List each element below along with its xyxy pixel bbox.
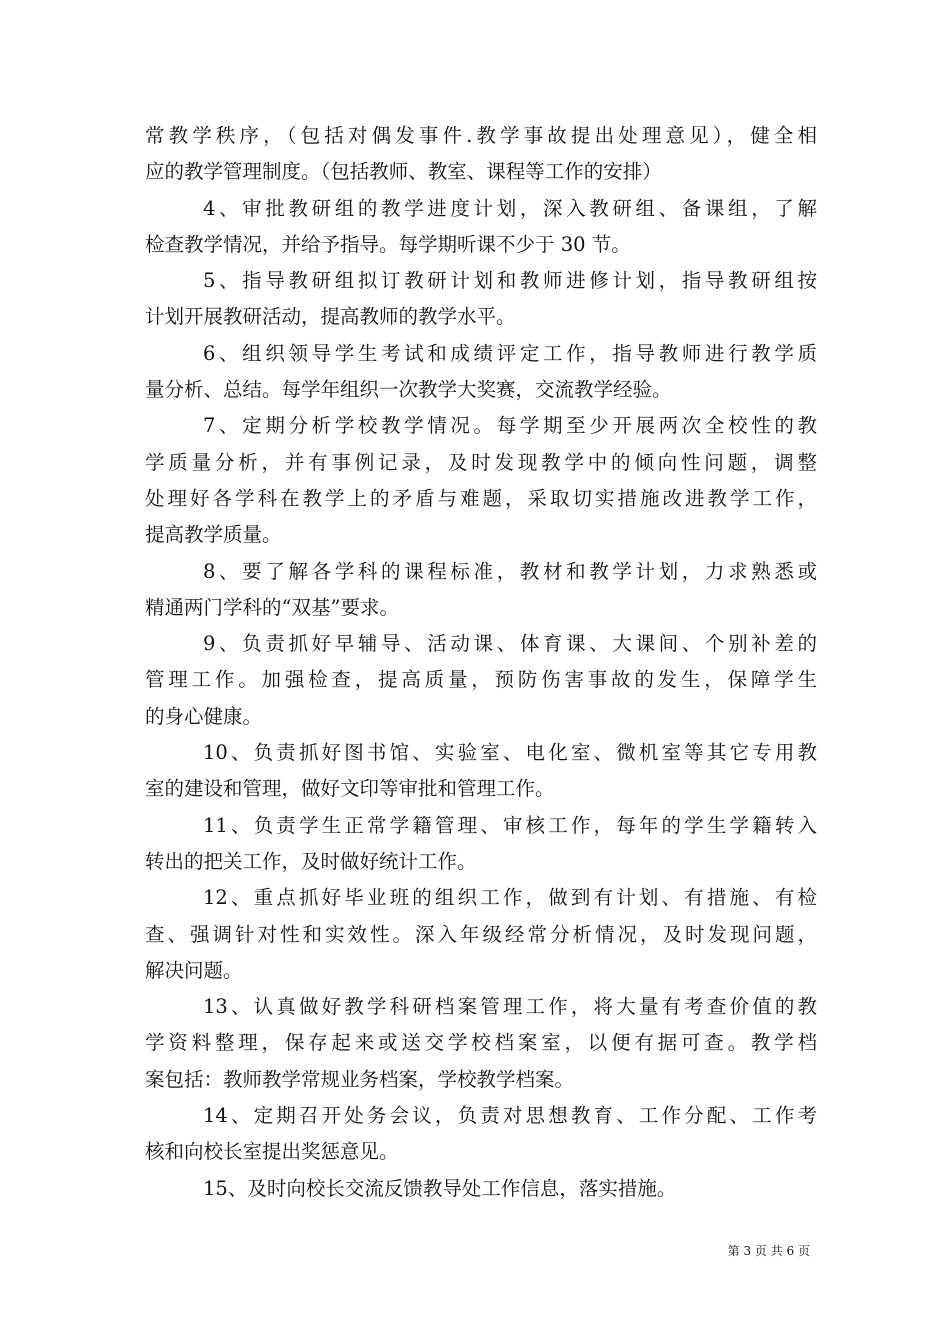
text-line: 学质量分析，并有事例记录，及时发现教学中的倾向性问题，调整	[145, 450, 817, 474]
text-line: 常教学秩序，（包括对偶发事件.教学事故提出处理意见），健全相	[145, 124, 817, 147]
text-line: 14、定期召开处务会议，负责对思想教育、工作分配、工作考	[203, 1104, 817, 1128]
text-line: 8、要了解各学科的课程标准，教材和教学计划，力求熟悉或	[203, 559, 817, 583]
text-line: 室的建设和管理，做好文印等审批和管理工作。	[145, 777, 555, 801]
text-line: 处理好各学科在教学上的矛盾与难题，采取切实措施改进教学工作，	[145, 486, 817, 510]
text-line: 量分析、总结。每学年组织一次教学大奖赛，交流教学经验。	[145, 378, 672, 402]
text-line: 管理工作。加强检查，提高质量，预防伤害事故的发生，保障学生	[145, 668, 817, 692]
text-line: 的身心健康。	[145, 704, 263, 728]
text-line: 提高教学质量。	[145, 523, 282, 547]
text-line: 4、审批教研组的教学进度计划，深入教研组、备课组，了解	[203, 196, 817, 220]
text-line: 案包括：教师教学常规业务档案，学校教学档案。	[145, 1067, 575, 1091]
text-line: 10、负责抓好图书馆、实验室、电化室、微机室等其它专用教	[203, 741, 817, 765]
text-line: 精通两门学科的“双基”要求。	[145, 595, 399, 619]
text-line: 应的教学管理制度。（包括教师、教室、课程等工作的安排）	[145, 160, 662, 184]
text-line: 12、重点抓好毕业班的组织工作，做到有计划、有措施、有检	[203, 886, 817, 910]
text-line: 学资料整理，保存起来或送交学校档案室，以便有据可查。教学档	[145, 1031, 817, 1055]
text-line: 11、负责学生正常学籍管理、审核工作，每年的学生学籍转入	[203, 813, 817, 837]
text-line: 计划开展教研活动，提高教师的教学水平。	[145, 305, 516, 329]
text-line: 13、认真做好教学科研档案管理工作，将大量有考查价值的教	[203, 995, 817, 1019]
text-line: 查、强调针对性和实效性。深入年级经常分析情况，及时发现问题，	[145, 922, 817, 946]
text-line: 解决问题。	[145, 958, 243, 982]
document-body	[145, 118, 817, 1207]
text-line: 转出的把关工作，及时做好统计工作。	[145, 849, 477, 873]
text-line: 9、负责抓好早辅导、活动课、体育课、大课间、个别补差的	[203, 632, 817, 656]
text-line: 15、及时向校长交流反馈教导处工作信息，落实措施。	[203, 1176, 677, 1200]
text-line: 5、指导教研组拟订教研计划和教师进修计划，指导教研组按	[203, 269, 817, 293]
text-line: 核和向校长室提出奖惩意见。	[145, 1140, 399, 1164]
text-line: 检查教学情况，并给予指导。每学期听课不少于 30 节。	[145, 232, 631, 256]
text-line: 7、定期分析学校教学情况。每学期至少开展两次全校性的教	[203, 414, 817, 438]
page-number: 第 3 页 共 6 页	[727, 1244, 810, 1258]
text-line: 6、组织领导学生考试和成绩评定工作，指导教师进行教学质	[203, 341, 817, 365]
